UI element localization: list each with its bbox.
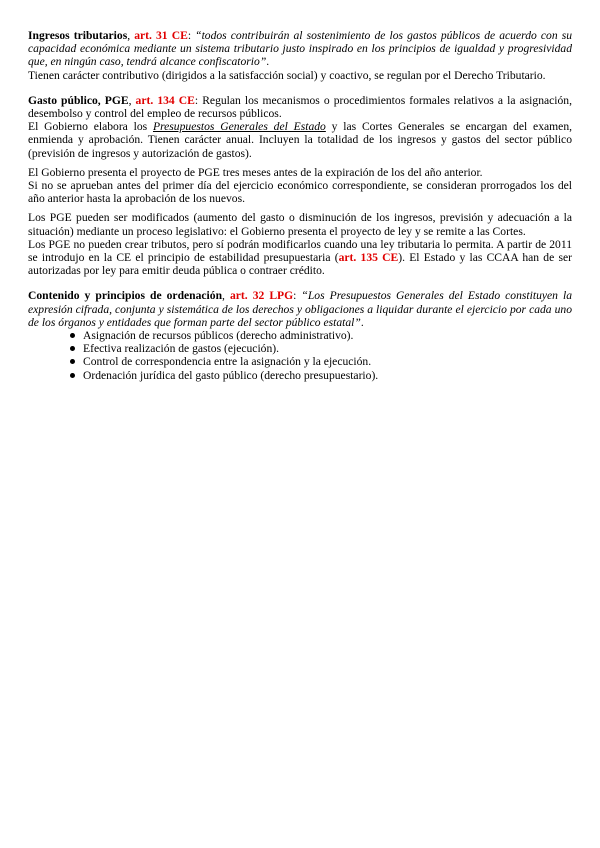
ingresos-paragraph — [28, 29, 572, 69]
contenido-heading: Contenido y principios de ordenación — [28, 289, 223, 303]
separator: , — [128, 93, 136, 107]
gasto-p4: Si no se aprueban antes del primer día del ejercicio económico correspondiente, se consideran prorrogados los del año anterior hasta la aprobación de los nuevos. — [28, 179, 572, 206]
contenido-paragraph — [28, 289, 572, 329]
gasto-p3: El Gobierno presenta el proyecto de PGE tres meses antes de la expiración de los del año anterior. — [28, 165, 483, 179]
ingresos-line2: Tienen carácter contributivo (dirigidos a la satisfacción social) y coactivo, se regulan por el Derecho Tributario. — [28, 68, 546, 82]
gasto-p6-article-ref: art. 135 CE — [338, 251, 399, 265]
list-item: Efectiva realización de gastos (ejecución). — [83, 342, 572, 355]
gasto-text1: Regulan los mecanismos o procedimientos formales relativos a la asignación, desembolso y control del empleo de recursos públicos. — [28, 93, 573, 121]
separator: : — [187, 29, 196, 42]
contenido-quote: “Los Presupuestos Generales del Estado constituyen la expresión cifrada, conjunta y sistemática de los derechos y obligaciones a liquidar durante el ejercicio por cada uno de los órganos y entidades que forman parte del sector público estatal” — [28, 289, 572, 329]
list-item: Asignación de recursos públicos (derecho administrativo). — [83, 329, 572, 342]
gasto-p2 — [28, 120, 572, 160]
ingresos-article-ref: art. 31 CE — [134, 29, 188, 42]
gasto-paragraph — [28, 94, 572, 120]
list-item: Ordenación jurídica del gasto público (derecho presupuestario). — [83, 369, 572, 382]
document-page — [0, 0, 600, 382]
pge-title: Presupuestos Generales del Estado — [152, 120, 326, 134]
gasto-p2-pre: El Gobierno elabora los — [28, 120, 153, 134]
gasto-article-ref: art. 134 CE — [135, 93, 195, 107]
ingresos-heading: Ingresos tributarios — [28, 29, 128, 42]
separator: : — [194, 93, 203, 107]
principles-list — [28, 329, 572, 382]
gasto-p6 — [28, 238, 572, 278]
gasto-heading: Gasto público, PGE — [28, 93, 129, 107]
gasto-p6-post: ). El Estado y las CCAA han de ser autorizadas por ley para emitir deuda pública o contraer crédito. — [28, 251, 572, 278]
gasto-p6-pre: Los PGE no pueden crear tributos, pero sí podrán modificarlos cuando una ley tributaria lo permita. A partir de 2011 se introdujo en la CE el principio de estabilidad presupuestaria ( — [28, 237, 572, 265]
separator: , — [127, 29, 135, 42]
gasto-p2-post: y las Cortes Generales se encargan del examen, enmienda y aprobación. Tienen carácter anual. Incluyen la totalidad de los ingresos y gastos del sector público (previsión de ingresos y autorización de gastos). — [28, 120, 573, 160]
ingresos-quote: “todos contribuirán al sostenimiento de los gastos públicos de acuerdo con su capacidad económica mediante un sistema tributario justo inspirado en los principios de igualdad y progresividad que, en ningún caso, tendrá alcance confiscatorio” — [28, 29, 573, 69]
separator: . — [266, 55, 270, 69]
separator: . — [360, 315, 364, 329]
gasto-p5: Los PGE pueden ser modificados (aumento del gasto o disminución de los ingresos, previsión y adecuación a la situación) mediante un proceso legislativo: el Gobierno presenta el proyecto de ley y se remite a las Cortes. — [28, 211, 572, 238]
separator: , — [222, 289, 230, 303]
separator: : — [293, 289, 302, 303]
contenido-article-ref: art. 32 LPG — [229, 289, 294, 303]
list-item: Control de correspondencia entre la asignación y la ejecución. — [83, 355, 572, 368]
